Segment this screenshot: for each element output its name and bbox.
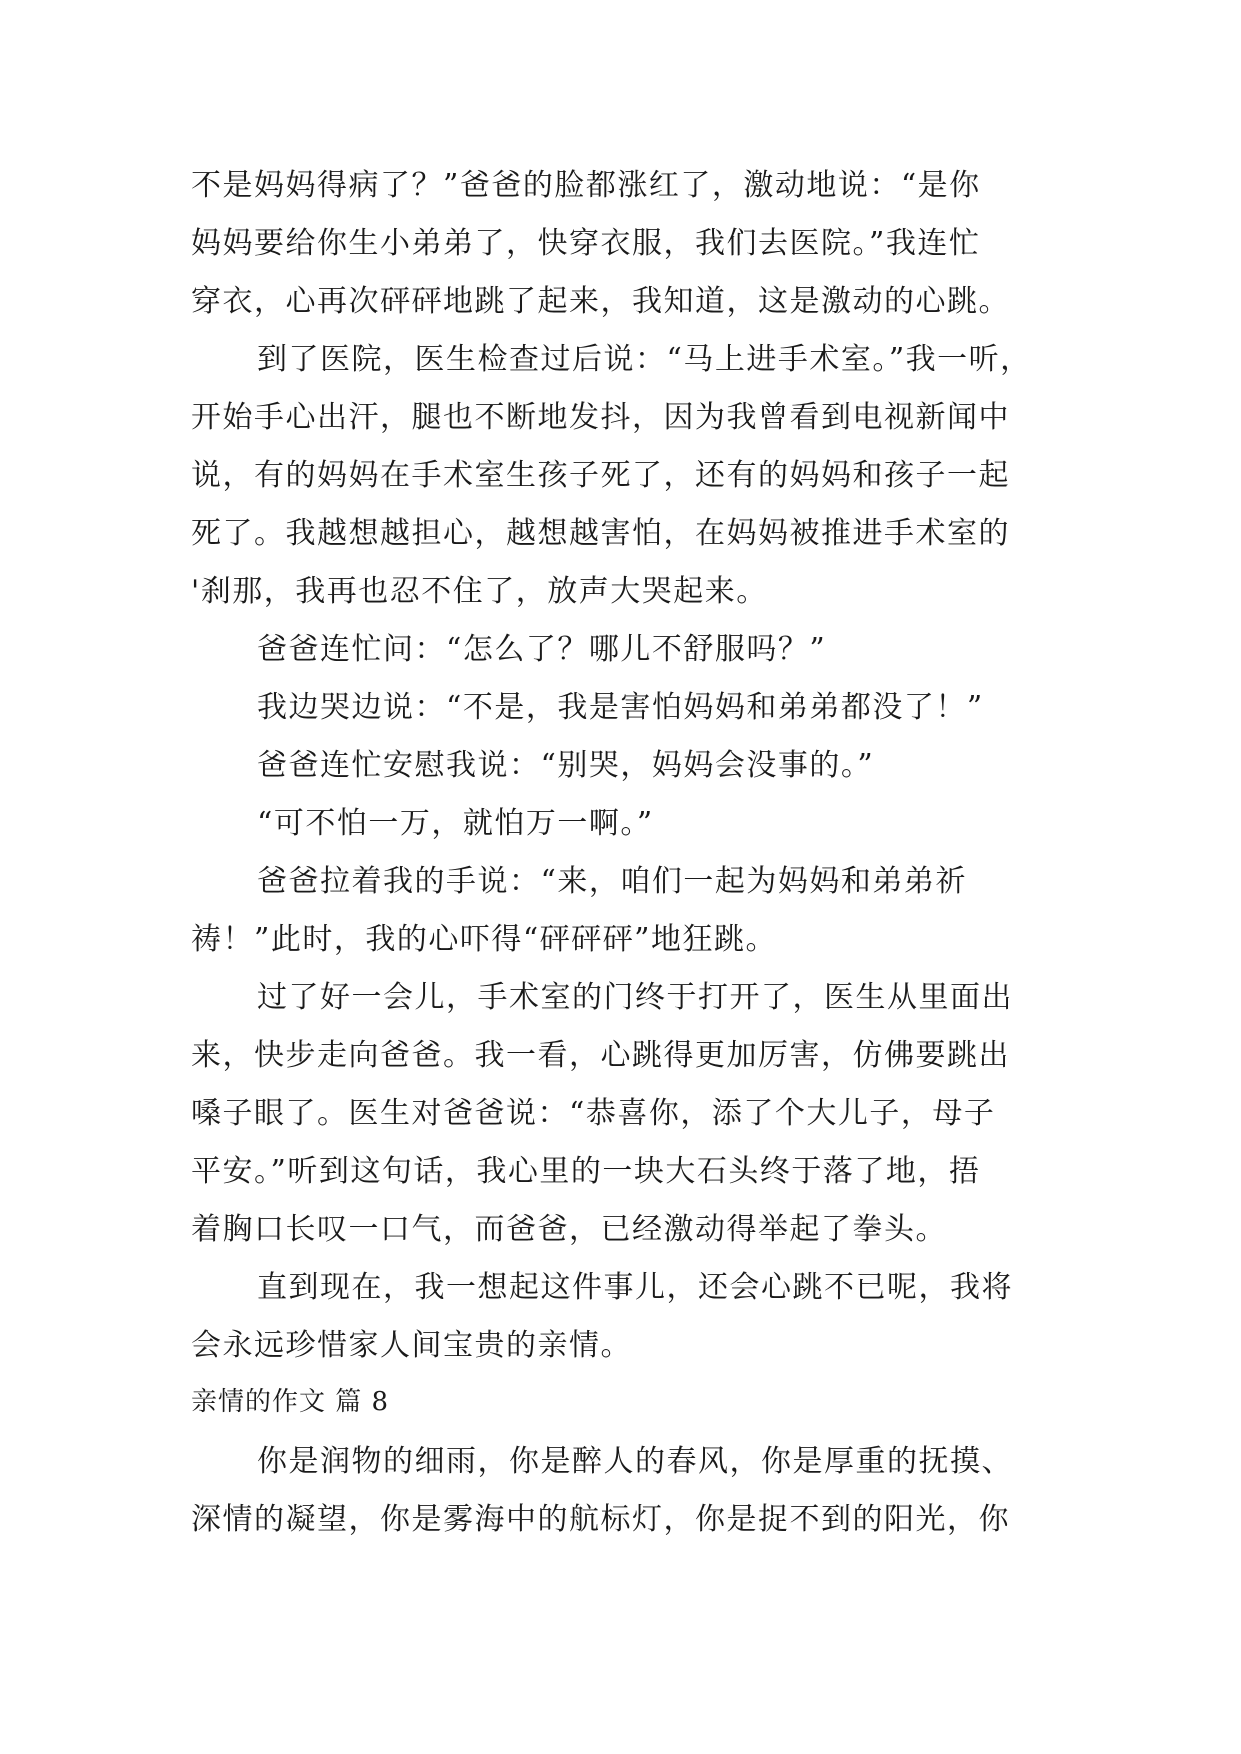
text-line: 爸爸连忙问：“怎么了？哪儿不舒服吗？”: [257, 632, 827, 667]
text-line: 开始手心出汗，腿也不断地发抖，因为我曾看到电视新闻中: [191, 400, 1010, 435]
text-line: 祷！”此时，我的心吓得“砰砰砰”地狂跳。: [191, 922, 778, 957]
text-line: '刹那，我再也忍不住了，放声大哭起来。: [191, 574, 768, 609]
text-line: 深情的凝望，你是雾海中的航标灯，你是捉不到的阳光，你: [191, 1502, 1010, 1537]
text-line: 妈妈要给你生小弟弟了，快穿衣服，我们去医院。”我连忙: [191, 226, 981, 261]
text-line: 穿衣，心再次砰砰地跳了起来，我知道，这是激动的心跳。: [191, 284, 1010, 319]
text-line: 不是妈妈得病了？”爸爸的脸都涨红了，激动地说：“是你: [191, 168, 981, 203]
text-line: 爸爸拉着我的手说：“来，咱们一起为妈妈和弟弟祈: [257, 864, 967, 899]
text-line: 嗓子眼了。医生对爸爸说：“恭喜你，添了个大儿子，母子: [191, 1096, 996, 1131]
text-line: 着胸口长叹一口气，而爸爸，已经激动得举起了拳头。: [191, 1212, 947, 1247]
section-heading: 亲情的作文 篇 8: [191, 1387, 390, 1417]
text-line: 平安。”听到这句话，我心里的一块大石头终于落了地，捂: [191, 1154, 981, 1189]
text-line: 直到现在，我一想起这件事儿，还会心跳不已呢，我将: [257, 1270, 1013, 1305]
text-line: “可不怕一万，就怕万一啊。”: [257, 806, 654, 841]
text-line: 爸爸连忙安慰我说：“别哭，妈妈会没事的。”: [257, 748, 875, 783]
text-line: 会永远珍惜家人间宝贵的亲情。: [191, 1328, 632, 1363]
text-line: 我边哭边说：“不是，我是害怕妈妈和弟弟都没了！”: [257, 690, 984, 725]
text-line: 过了好一会儿，手术室的门终于打开了，医生从里面出: [257, 980, 1013, 1015]
text-line: 你是润物的细雨，你是醉人的春风，你是厚重的抚摸、: [257, 1444, 1013, 1479]
text-line: 说，有的妈妈在手术室生孩子死了，还有的妈妈和孩子一起: [191, 458, 1010, 493]
text-line: 来，快步走向爸爸。我一看，心跳得更加厉害，仿佛要跳出: [191, 1038, 1010, 1073]
text-line: 到了医院，医生检查过后说：“马上进手术室。”我一听，: [257, 342, 1032, 377]
text-line: 死了。我越想越担心，越想越害怕，在妈妈被推进手术室的: [191, 516, 1010, 551]
